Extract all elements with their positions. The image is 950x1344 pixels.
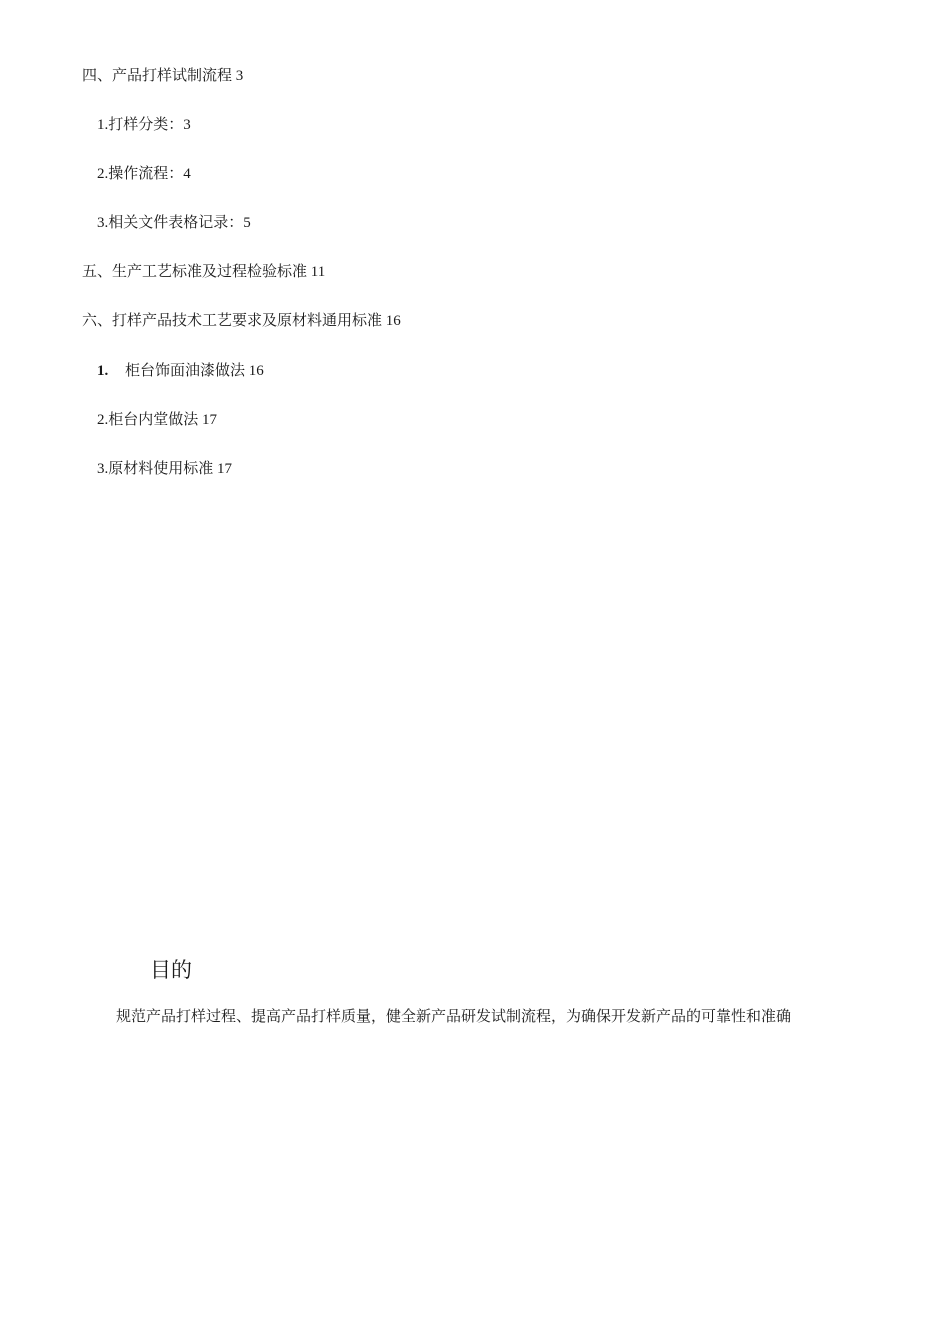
toc-item[interactable]: 2.操作流程：4 [97,166,191,182]
toc-item[interactable]: 1.打样分类：3 [97,117,191,133]
toc-item[interactable]: 3.原材料使用标准 17 [97,461,233,477]
toc-item[interactable]: 五、生产工艺标准及过程检验标准 11 [82,264,326,280]
toc-item[interactable]: 3.相关文件表格记录：5 [97,215,251,231]
toc-item[interactable]: 2.柜台内堂做法 17 [97,412,218,428]
toc-item[interactable] [97,361,264,381]
section-heading: 目的 [150,958,192,982]
toc-item[interactable]: 六、打样产品技术工艺要求及原材料通用标准 16 [82,313,401,329]
toc-item-label: 柜台饰面油漆做法 16 [125,363,264,379]
section-body-text: 规范产品打样过程、提高产品打样质量，健全新产品研发试制流程，为确保开发新产品的可靠性和准确 [116,1009,792,1025]
toc-item[interactable]: 四、产品打样试制流程 3 [82,68,244,84]
toc-item-number: 1. [97,363,109,379]
